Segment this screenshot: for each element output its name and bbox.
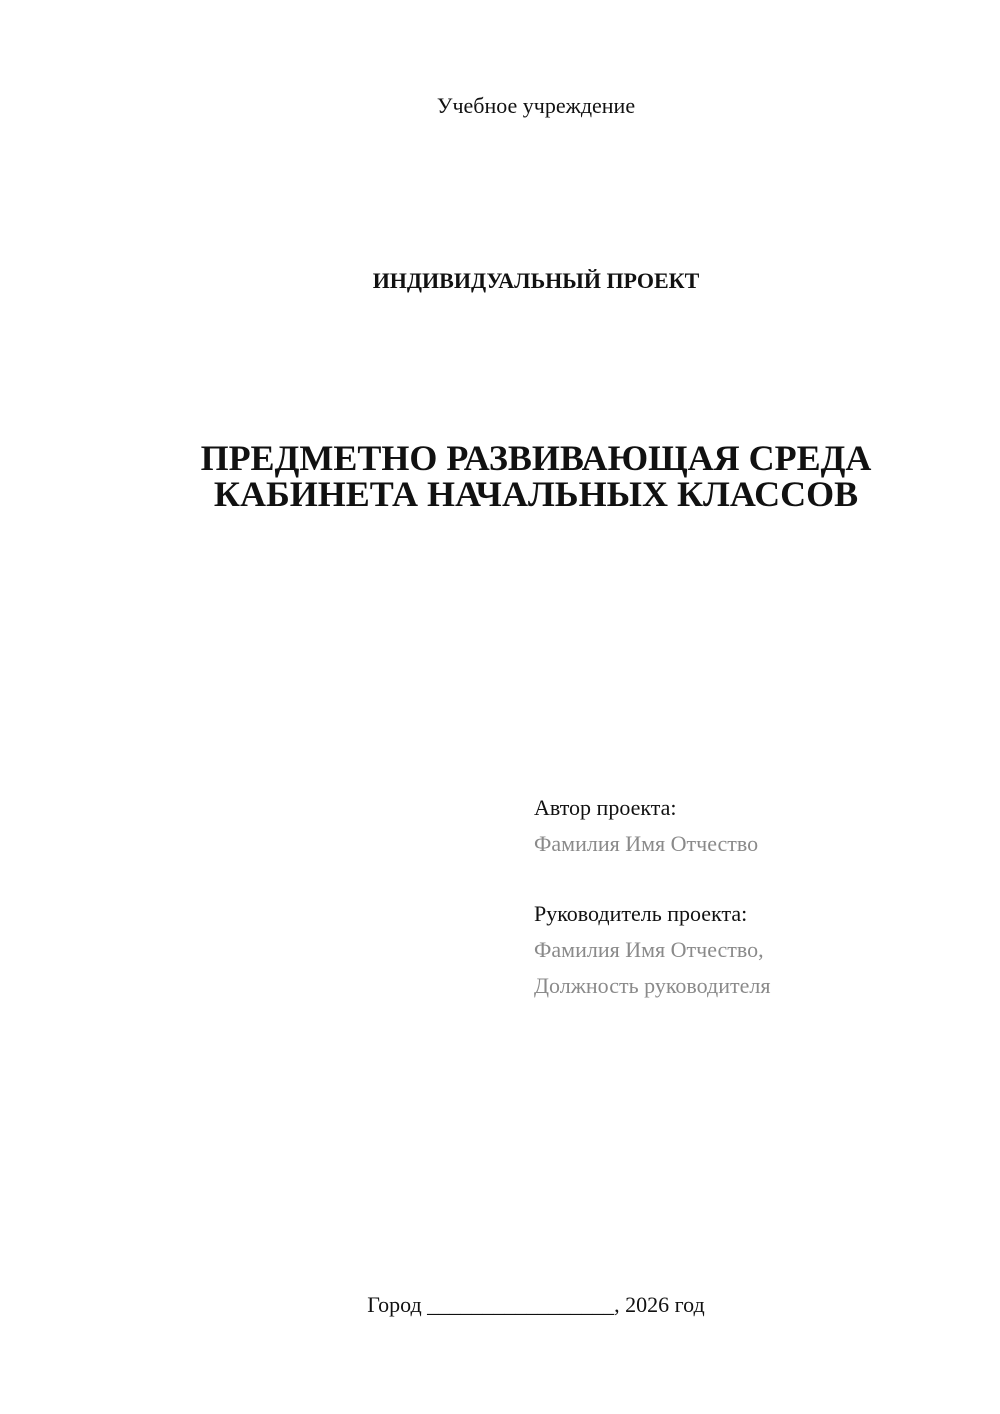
project-title-line-2: КАБИНЕТА НАЧАЛЬНЫХ КЛАССОВ <box>213 474 859 514</box>
author-name: Фамилия Имя Отчество <box>534 831 759 856</box>
project-title-line-1: ПРЕДМЕТНО РАЗВИВАЮЩАЯ СРЕДА <box>200 438 872 478</box>
institution-name: Учебное учреждение <box>436 93 636 118</box>
project-info-block <box>534 790 770 1004</box>
supervisor-name: Фамилия Имя Отчество, <box>534 937 764 962</box>
supervisor-label: Руководитель проекта: <box>534 901 748 926</box>
author-label: Автор проекта: <box>534 795 677 820</box>
project-title <box>0 440 1000 512</box>
document-type: ИНДИВИДУАЛЬНЫЙ ПРОЕКТ <box>372 268 700 293</box>
info-spacer <box>534 862 770 896</box>
city-year-footer: Город _________________, 2026 год <box>367 1292 705 1317</box>
supervisor-position: Должность руководителя <box>534 973 771 998</box>
